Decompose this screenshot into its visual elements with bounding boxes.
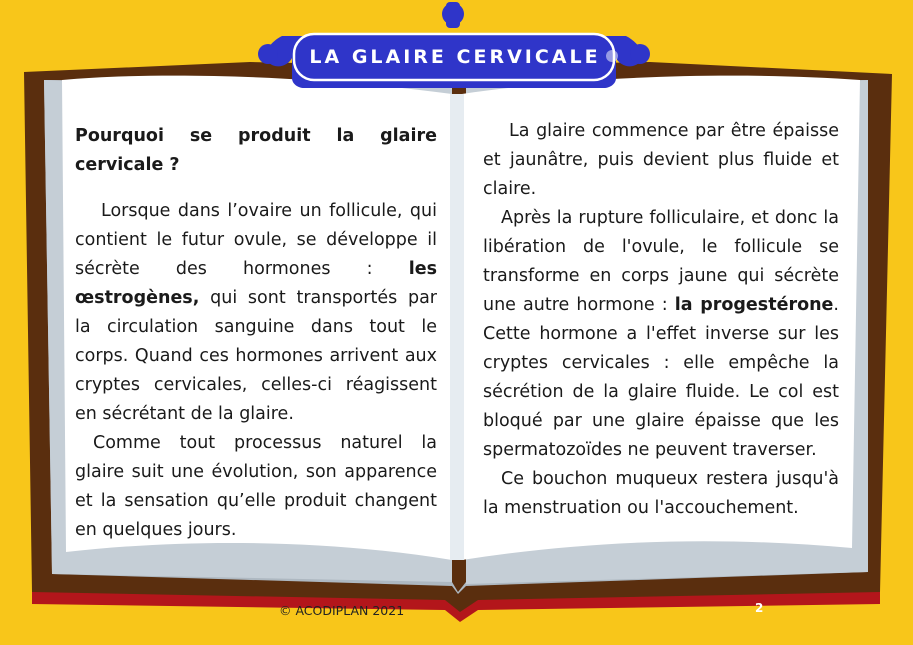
paragraph-text: Après la rupture folliculaire, et donc la libération de l'ovule, le follicule se transforme en corps jaune qui sécrète une autre hormone : (483, 208, 839, 315)
bold-term-progesterone: la progestérone (674, 295, 834, 315)
section-heading: Pourquoi se produit la glaire cervicale ? (75, 126, 437, 175)
bold-term-estrogens: les œstrogènes, (75, 259, 437, 308)
paragraph-estrogens (75, 197, 437, 429)
paragraph-text: . Cette hormone a l'effet inverse sur les cryptes cervicales : elle empêche la sécrétion de la glaire fluide. Le col est bloqué par une glaire épaisse que les spermatozoïdes ne peuvent traverser. (483, 295, 839, 460)
paragraph-mucus-plug: Ce bouchon muqueux restera jusqu'à la menstruation ou l'accouchement. (483, 469, 839, 518)
paragraph-text: Lorsque dans l’ovaire un follicule, qui contient le futur ovule, se développe il sécrète des hormones : (75, 201, 437, 279)
paragraph-evolution: Comme tout processus naturel la glaire suit une évolution, son apparence et la sensation qu’elle produit changent en quelques jours. (75, 433, 437, 540)
page-number: 2 (755, 601, 764, 615)
book-spine-shade (450, 94, 464, 560)
copyright-notice: © ACODIPLAN 2021 (279, 603, 405, 618)
right-page-text (483, 117, 839, 523)
left-page-text (75, 122, 437, 545)
paragraph-appearance: La glaire commence par être épaisse et jaunâtre, puis devient plus fluide et claire. (483, 121, 839, 199)
page-title: LA GLAIRE CERVICALE (309, 46, 601, 68)
paragraph-progesterone (483, 204, 839, 465)
paragraph-text: qui sont transportés par la circulation sanguine dans tout le corps. Quand ces hormones arrivent aux cryptes cervicales, celles-ci réagissent en sécrétant de la glaire. (75, 288, 437, 424)
